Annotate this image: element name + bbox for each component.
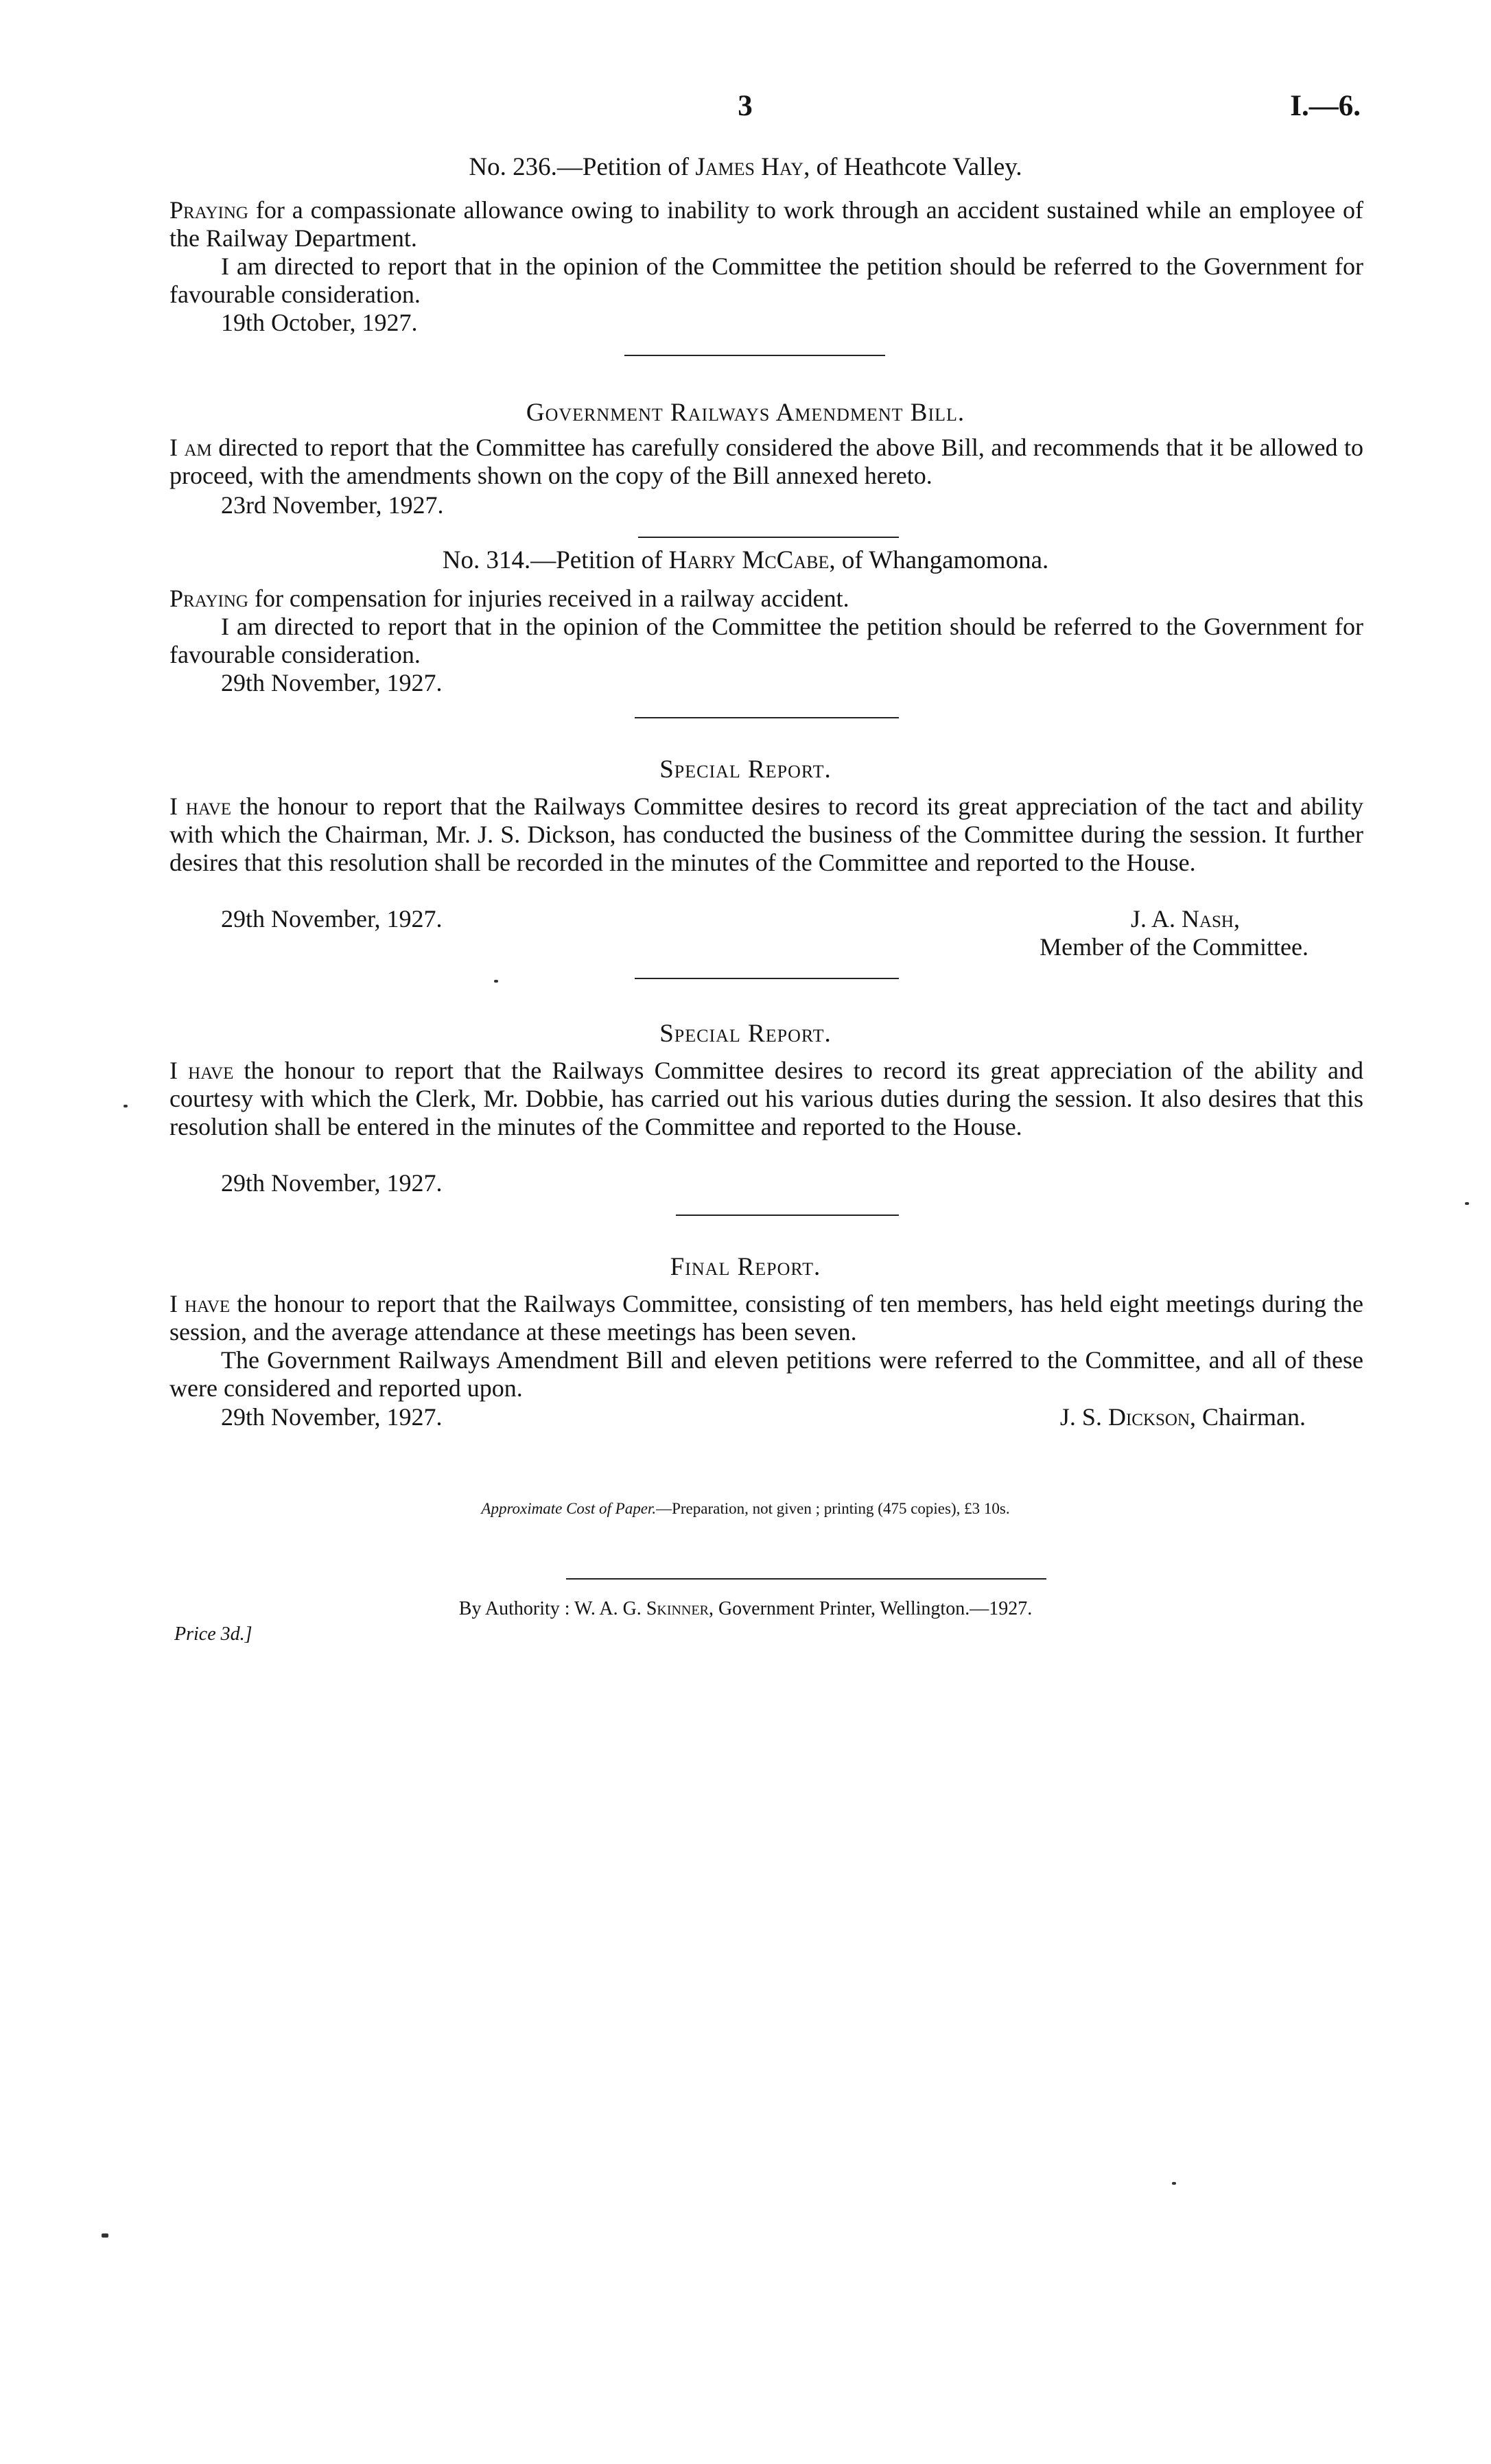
petition-236-body <box>169 196 1363 309</box>
printer-authority: By Authority : W. A. G. Skinner, Government Printer, Wellington.—1927. <box>458 1598 1033 1619</box>
signatory-name: J. A. Nash, <box>1130 905 1240 932</box>
section-divider <box>624 355 885 356</box>
scan-speck <box>1172 2182 1176 2185</box>
final-report-heading: Final Report. <box>670 1253 821 1281</box>
paragraph: I have the honour to report that the Railways Committee desires to record its great appreciation of the tact and ability with which the Chairman, Mr. J. S. Dickson, has conducted the business of the Committee during the session. It further desires that this resolution shall be recorded in the minutes of the Committee and reported to the House. <box>169 793 1363 876</box>
final-report-signature <box>1060 1403 1306 1431</box>
paragraph: I am directed to report that in the opinion of the Committee the petition should be referred to the Government for favourable consideration. <box>169 253 1363 308</box>
section-divider <box>676 1215 899 1216</box>
signatory-title: Member of the Committee. <box>1040 933 1308 961</box>
special-report-2-date: 29th November, 1927. <box>221 1169 443 1197</box>
lead-word: I have <box>169 793 232 820</box>
petition-314-body <box>169 585 1363 669</box>
paper-reference: I.—6. <box>1290 90 1361 122</box>
special-report-2-heading: Special Report. <box>659 1020 832 1048</box>
special-report-2-body <box>169 1057 1363 1141</box>
amendment-bill-date: 23rd November, 1927. <box>221 491 444 519</box>
signatory-title: , Chairman. <box>1190 1403 1306 1431</box>
amendment-bill-body <box>169 434 1363 490</box>
signature-block <box>1040 905 1308 961</box>
petition-236-date: 19th October, 1927. <box>221 309 418 336</box>
lead-word: Praying <box>169 196 248 224</box>
cost-of-paper: Approximate Cost of Paper.—Preparation, not given ; printing (475 copies), £3 10s. <box>481 1500 1010 1517</box>
printer-name: Skinner <box>646 1598 709 1619</box>
final-report-date: 29th November, 1927. <box>221 1403 443 1431</box>
petitioner-name: James Hay <box>695 153 804 181</box>
footer-divider <box>566 1578 1046 1580</box>
scan-speck <box>102 2233 108 2238</box>
scan-speck <box>494 980 498 983</box>
scan-speck <box>124 1105 128 1107</box>
special-report-1-date: 29th November, 1927. <box>221 905 443 932</box>
special-report-1-body <box>169 793 1363 877</box>
petition-314-date: 29th November, 1927. <box>221 669 443 696</box>
paragraph: The Government Railways Amendment Bill and eleven petitions were referred to the Committee, and all of these were considered and reported upon. <box>169 1346 1363 1402</box>
paragraph: I am directed to report that in the opinion of the Committee the petition should be referred to the Government for favourable consideration. <box>169 613 1363 668</box>
special-report-1-heading: Special Report. <box>659 755 832 784</box>
petition-236-heading: No. 236.—Petition of James Hay, of Heathcote Valley. <box>469 153 1022 181</box>
paragraph: I have the honour to report that the Railways Committee desires to record its great appreciation of the ability and courtesy with which the Clerk, Mr. Dobbie, has carried out his various duties during the session. It also desires that this resolution shall be entered in the minutes of the Committee and reported to the House. <box>169 1057 1363 1140</box>
final-report-body <box>169 1290 1363 1403</box>
lead-word: I have <box>169 1290 231 1317</box>
lead-word: I am <box>169 434 212 461</box>
paragraph: I am directed to report that the Committee has carefully considered the above Bill, and recommends that it be allowed to proceed, with the amendments shown on the copy of the Bill annexed hereto. <box>169 434 1363 489</box>
section-divider <box>635 978 899 979</box>
section-divider <box>638 537 899 538</box>
signatory-name: J. S. Dickson <box>1059 1403 1190 1431</box>
lead-word: I have <box>169 1057 234 1084</box>
scan-speck <box>1465 1202 1469 1205</box>
page-number: 3 <box>738 90 753 122</box>
paragraph: Praying for a compassionate allowance owing to inability to work through an accident sustained while an employee of the Railway Department. <box>169 196 1363 252</box>
paragraph: Praying for compensation for injuries received in a railway accident. <box>169 585 849 612</box>
lead-word: Praying <box>169 585 248 612</box>
amendment-bill-heading: Government Railways Amendment Bill. <box>526 399 965 427</box>
paragraph: I have the honour to report that the Railways Committee, consisting of ten members, has held eight meetings during the session, and the average attendance at these meetings has been seven. <box>169 1290 1363 1346</box>
petitioner-name: Harry McCabe <box>668 546 830 574</box>
section-divider <box>635 717 899 718</box>
price-note: Price 3d.] <box>174 1623 253 1645</box>
petition-314-heading: No. 314.—Petition of Harry McCabe, of Whangamomona. <box>442 546 1049 574</box>
